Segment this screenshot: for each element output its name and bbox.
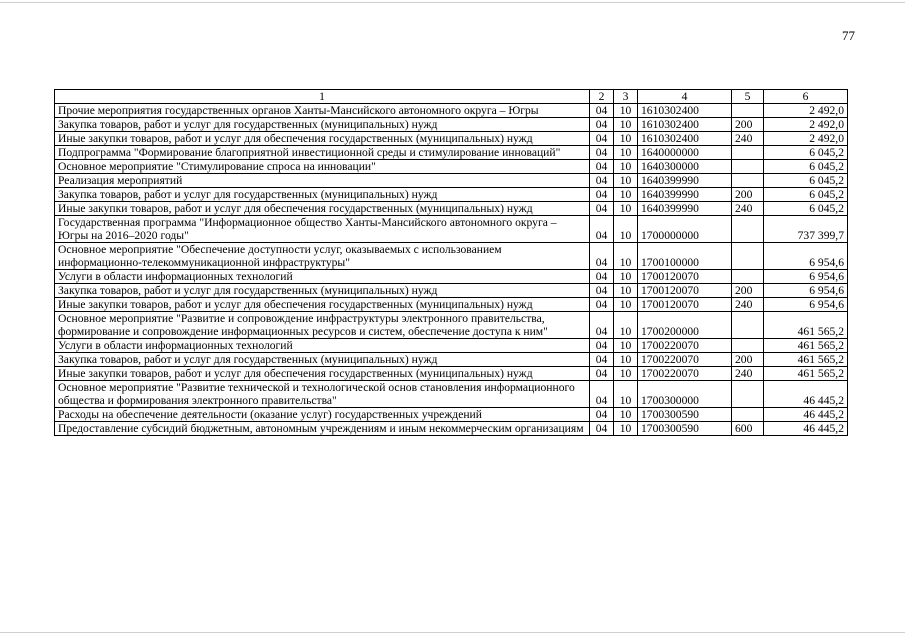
table-row [55, 188, 848, 202]
row-name-cell: Иные закупки товаров, работ и услуг для обеспечения государственных (муниципальных) нужд [55, 132, 590, 146]
row-name-cell: Предоставление субсидий бюджетным, автономным учреждениям и иным некоммерческим организациям [55, 422, 590, 436]
table-row [55, 339, 848, 353]
row-name-cell: Подпрограмма "Формирование благоприятной инвестиционной среды и стимулирование инноваций" [55, 146, 590, 160]
table-row [55, 408, 848, 422]
section-code-cell: 04 [590, 104, 614, 118]
target-article-cell: 1700000000 [638, 216, 732, 243]
expense-type-cell: 200 [732, 118, 764, 132]
amount-cell: 6 954,6 [764, 270, 848, 284]
expense-type-cell: 200 [732, 353, 764, 367]
table-row [55, 312, 848, 339]
target-article-cell: 1700300590 [638, 422, 732, 436]
expense-type-cell: 200 [732, 188, 764, 202]
amount-cell: 6 954,6 [764, 298, 848, 312]
section-code-cell: 04 [590, 353, 614, 367]
table-row [55, 160, 848, 174]
amount-cell: 6 954,6 [764, 284, 848, 298]
table-row [55, 381, 848, 408]
expense-type-cell: 240 [732, 202, 764, 216]
row-name-cell: Закупка товаров, работ и услуг для государственных (муниципальных) нужд [55, 118, 590, 132]
table-row [55, 422, 848, 436]
scan-edge-bottom [0, 632, 905, 633]
subsection-code-cell: 10 [614, 381, 638, 408]
expense-type-cell [732, 104, 764, 118]
expense-type-cell [732, 160, 764, 174]
target-article-cell: 1700300000 [638, 381, 732, 408]
expense-type-cell: 600 [732, 422, 764, 436]
table-row [55, 146, 848, 160]
section-code-cell: 04 [590, 174, 614, 188]
target-article-cell: 1700220070 [638, 339, 732, 353]
row-name-cell: Закупка товаров, работ и услуг для государственных (муниципальных) нужд [55, 188, 590, 202]
page-number: 77 [842, 28, 855, 43]
expense-type-cell: 200 [732, 284, 764, 298]
subsection-code-cell: 10 [614, 312, 638, 339]
header-row [55, 90, 848, 104]
target-article-cell: 1610302400 [638, 104, 732, 118]
subsection-code-cell: 10 [614, 146, 638, 160]
target-article-cell: 1700120070 [638, 284, 732, 298]
row-name-cell: Основное мероприятие "Развитие технической и технологической основ становления информационного общества и формирования электронного правительства" [55, 381, 590, 408]
row-name-cell: Услуги в области информационных технологий [55, 270, 590, 284]
section-code-cell: 04 [590, 298, 614, 312]
row-name-cell: Расходы на обеспечение деятельности (оказание услуг) государственных учреждений [55, 408, 590, 422]
amount-cell: 6 954,6 [764, 243, 848, 270]
amount-cell: 737 399,7 [764, 216, 848, 243]
row-name-cell: Иные закупки товаров, работ и услуг для обеспечения государственных (муниципальных) нужд [55, 367, 590, 381]
target-article-cell: 1700220070 [638, 353, 732, 367]
amount-cell: 46 445,2 [764, 381, 848, 408]
amount-cell: 461 565,2 [764, 312, 848, 339]
subsection-code-cell: 10 [614, 104, 638, 118]
row-name-cell: Реализация мероприятий [55, 174, 590, 188]
subsection-code-cell: 10 [614, 188, 638, 202]
table-row [55, 298, 848, 312]
column-header: 2 [590, 90, 614, 104]
section-code-cell: 04 [590, 146, 614, 160]
subsection-code-cell: 10 [614, 284, 638, 298]
target-article-cell: 1640000000 [638, 146, 732, 160]
section-code-cell: 04 [590, 188, 614, 202]
section-code-cell: 04 [590, 284, 614, 298]
budget-table [54, 89, 848, 436]
column-header: 4 [638, 90, 732, 104]
row-name-cell: Закупка товаров, работ и услуг для государственных (муниципальных) нужд [55, 353, 590, 367]
section-code-cell: 04 [590, 132, 614, 146]
target-article-cell: 1700100000 [638, 243, 732, 270]
amount-cell: 6 045,2 [764, 160, 848, 174]
subsection-code-cell: 10 [614, 422, 638, 436]
row-name-cell: Основное мероприятие "Стимулирование спроса на инновации" [55, 160, 590, 174]
expense-type-cell [732, 339, 764, 353]
amount-cell: 461 565,2 [764, 353, 848, 367]
subsection-code-cell: 10 [614, 298, 638, 312]
expense-type-cell: 240 [732, 367, 764, 381]
section-code-cell: 04 [590, 270, 614, 284]
section-code-cell: 04 [590, 216, 614, 243]
subsection-code-cell: 10 [614, 367, 638, 381]
column-header: 5 [732, 90, 764, 104]
row-name-cell: Услуги в области информационных технологий [55, 339, 590, 353]
section-code-cell: 04 [590, 202, 614, 216]
table-row [55, 118, 848, 132]
expense-type-cell [732, 381, 764, 408]
expense-type-cell [732, 146, 764, 160]
amount-cell: 2 492,0 [764, 104, 848, 118]
row-name-cell: Закупка товаров, работ и услуг для государственных (муниципальных) нужд [55, 284, 590, 298]
expense-type-cell [732, 270, 764, 284]
section-code-cell: 04 [590, 367, 614, 381]
amount-cell: 46 445,2 [764, 408, 848, 422]
target-article-cell: 1610302400 [638, 132, 732, 146]
expense-type-cell [732, 408, 764, 422]
amount-cell: 6 045,2 [764, 188, 848, 202]
amount-cell: 6 045,2 [764, 146, 848, 160]
row-name-cell: Прочие мероприятия государственных органов Ханты-Мансийского автономного округа – Югры [55, 104, 590, 118]
column-header: 1 [55, 90, 590, 104]
scan-edge-top [0, 2, 905, 3]
amount-cell: 2 492,0 [764, 132, 848, 146]
target-article-cell: 1640399990 [638, 188, 732, 202]
expense-type-cell [732, 312, 764, 339]
subsection-code-cell: 10 [614, 174, 638, 188]
table-row [55, 367, 848, 381]
table-row [55, 174, 848, 188]
amount-cell: 461 565,2 [764, 339, 848, 353]
expense-type-cell: 240 [732, 132, 764, 146]
table-row [55, 353, 848, 367]
amount-cell: 461 565,2 [764, 367, 848, 381]
row-name-cell: Иные закупки товаров, работ и услуг для обеспечения государственных (муниципальных) нужд [55, 298, 590, 312]
section-code-cell: 04 [590, 118, 614, 132]
section-code-cell: 04 [590, 243, 614, 270]
table-row [55, 216, 848, 243]
target-article-cell: 1700300590 [638, 408, 732, 422]
row-name-cell: Основное мероприятие "Обеспечение доступности услуг, оказываемых с использованием информационно-телекоммуникационной инфраструктуры" [55, 243, 590, 270]
table-row [55, 132, 848, 146]
subsection-code-cell: 10 [614, 353, 638, 367]
table-row [55, 104, 848, 118]
amount-cell: 46 445,2 [764, 422, 848, 436]
target-article-cell: 1700120070 [638, 298, 732, 312]
subsection-code-cell: 10 [614, 243, 638, 270]
table-row [55, 243, 848, 270]
expense-type-cell [732, 174, 764, 188]
target-article-cell: 1640399990 [638, 174, 732, 188]
expense-type-cell: 240 [732, 298, 764, 312]
subsection-code-cell: 10 [614, 216, 638, 243]
subsection-code-cell: 10 [614, 408, 638, 422]
target-article-cell: 1700120070 [638, 270, 732, 284]
amount-cell: 6 045,2 [764, 202, 848, 216]
expense-type-cell [732, 216, 764, 243]
target-article-cell: 1700220070 [638, 367, 732, 381]
amount-cell: 6 045,2 [764, 174, 848, 188]
subsection-code-cell: 10 [614, 270, 638, 284]
row-name-cell: Иные закупки товаров, работ и услуг для обеспечения государственных (муниципальных) нужд [55, 202, 590, 216]
table-row [55, 202, 848, 216]
subsection-code-cell: 10 [614, 118, 638, 132]
target-article-cell: 1640300000 [638, 160, 732, 174]
table-row [55, 284, 848, 298]
section-code-cell: 04 [590, 312, 614, 339]
target-article-cell: 1700200000 [638, 312, 732, 339]
amount-cell: 2 492,0 [764, 118, 848, 132]
subsection-code-cell: 10 [614, 339, 638, 353]
row-name-cell: Основное мероприятие "Развитие и сопровождение инфраструктуры электронного правительства, формирование и сопровождение информационных ресурсов и систем, обеспечение доступа к ним" [55, 312, 590, 339]
section-code-cell: 04 [590, 408, 614, 422]
row-name-cell: Государственная программа "Информационное общество Ханты-Мансийского автономного округа – Югры на 2016–2020 годы" [55, 216, 590, 243]
table-row [55, 270, 848, 284]
subsection-code-cell: 10 [614, 132, 638, 146]
section-code-cell: 04 [590, 160, 614, 174]
expense-type-cell [732, 243, 764, 270]
column-header: 3 [614, 90, 638, 104]
target-article-cell: 1610302400 [638, 118, 732, 132]
section-code-cell: 04 [590, 339, 614, 353]
section-code-cell: 04 [590, 381, 614, 408]
subsection-code-cell: 10 [614, 160, 638, 174]
section-code-cell: 04 [590, 422, 614, 436]
target-article-cell: 1640399990 [638, 202, 732, 216]
subsection-code-cell: 10 [614, 202, 638, 216]
column-header: 6 [764, 90, 848, 104]
